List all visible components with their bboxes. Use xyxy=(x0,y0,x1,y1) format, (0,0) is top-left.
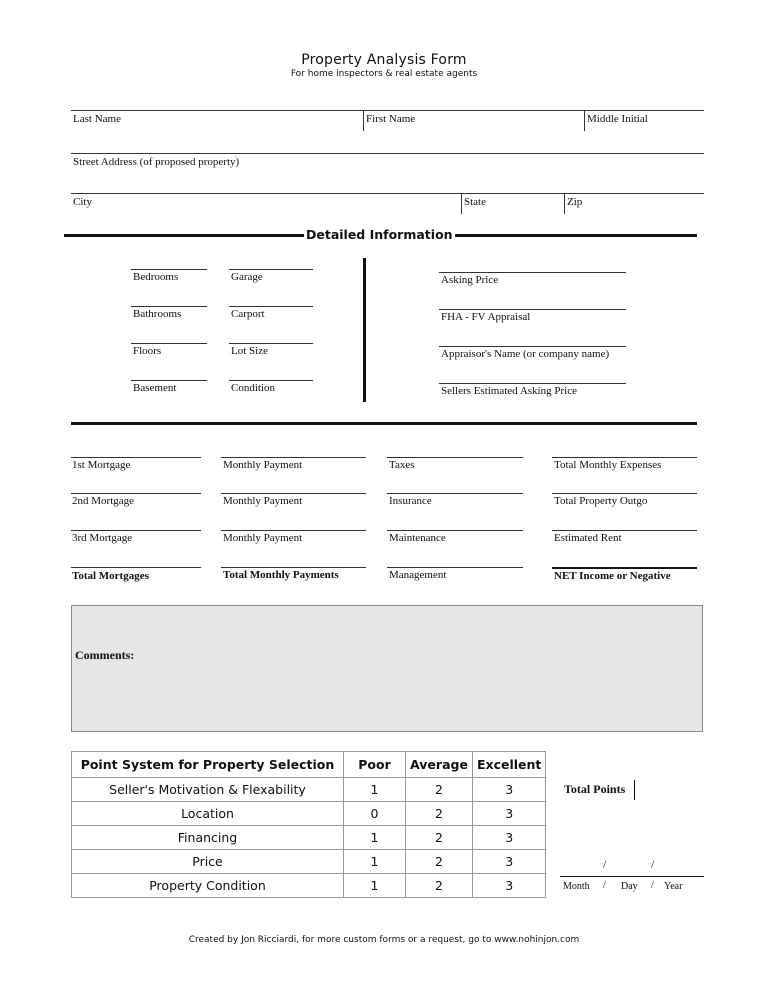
form-subtitle: For home inspectors & real estate agents xyxy=(290,69,478,79)
maintenance-field[interactable]: Maintenance xyxy=(389,532,446,544)
first-mortgage-field[interactable]: 1st Mortgage xyxy=(72,459,131,471)
management-line xyxy=(387,567,523,568)
comments-box[interactable] xyxy=(71,605,703,732)
fha-appraisal-field[interactable]: FHA - FV Appraisal xyxy=(441,311,531,323)
mortgage2-line xyxy=(71,493,201,494)
row-label: Price xyxy=(72,850,344,874)
carport-field[interactable]: Carport xyxy=(231,308,265,320)
date-slash-1: / xyxy=(603,857,607,871)
payment2-line xyxy=(221,493,366,494)
name-divider-1 xyxy=(363,110,364,131)
bedrooms-line xyxy=(131,269,207,270)
total-monthly-expenses-field[interactable]: Total Monthly Expenses xyxy=(554,459,662,471)
monthly-payment-3-field[interactable]: Monthly Payment xyxy=(223,532,303,544)
condition-field[interactable]: Condition xyxy=(231,382,276,394)
bathrooms-field[interactable]: Bathrooms xyxy=(133,308,182,320)
taxes-line xyxy=(387,457,523,458)
net-income-line xyxy=(552,567,697,569)
total-points-input-marker[interactable] xyxy=(634,780,635,800)
total-monthly-payments-field[interactable]: Total Monthly Payments xyxy=(223,569,339,581)
table-row xyxy=(72,802,546,826)
asking-price-field[interactable]: Asking Price xyxy=(441,274,499,286)
basement-field[interactable]: Basement xyxy=(133,382,177,394)
excellent-score[interactable]: 3 xyxy=(473,850,546,874)
estimated-rent-line xyxy=(552,530,697,531)
poor-score[interactable]: 1 xyxy=(344,850,406,874)
fha-appraisal-line xyxy=(439,309,626,310)
payment3-line xyxy=(221,530,366,531)
poor-score[interactable]: 1 xyxy=(344,874,406,898)
sellers-estimate-line xyxy=(439,383,626,384)
lot-size-line xyxy=(229,343,313,344)
total-expenses-line xyxy=(552,457,697,458)
name-divider-2 xyxy=(584,110,585,131)
taxes-field[interactable]: Taxes xyxy=(389,459,415,471)
table-header-poor: Poor xyxy=(344,752,406,778)
third-mortgage-field[interactable]: 3rd Mortgage xyxy=(72,532,133,544)
insurance-line xyxy=(387,493,523,494)
mortgage1-line xyxy=(71,457,201,458)
detail-vertical-divider xyxy=(363,258,366,402)
city-divider-2 xyxy=(564,193,565,214)
row-label: Location xyxy=(72,802,344,826)
zip-field[interactable]: Zip xyxy=(567,196,583,208)
month-label: Month xyxy=(563,881,590,892)
table-header-row xyxy=(72,752,546,778)
maintenance-line xyxy=(387,530,523,531)
bedrooms-field[interactable]: Bedrooms xyxy=(133,271,179,283)
detailed-info-title: Detailed Information xyxy=(306,227,453,242)
appraisor-name-field[interactable]: Appraisor's Name (or company name) xyxy=(441,348,610,360)
city-row-line xyxy=(71,193,704,194)
year-label: Year xyxy=(664,881,683,892)
row-label: Seller's Motivation & Flexability xyxy=(72,778,344,802)
point-system-table xyxy=(71,751,546,898)
estimated-rent-field[interactable]: Estimated Rent xyxy=(554,532,622,544)
excellent-score[interactable]: 3 xyxy=(473,802,546,826)
floors-line xyxy=(131,343,207,344)
first-name-field[interactable]: First Name xyxy=(366,113,416,125)
date-label-slash-2: / xyxy=(651,880,654,891)
poor-score[interactable]: 1 xyxy=(344,778,406,802)
street-address-field[interactable]: Street Address (of proposed property) xyxy=(73,156,240,168)
state-field[interactable]: State xyxy=(464,196,486,208)
payment1-line xyxy=(221,457,366,458)
condition-line xyxy=(229,380,313,381)
sellers-estimate-field[interactable]: Sellers Estimated Asking Price xyxy=(441,385,577,397)
table-row xyxy=(72,826,546,850)
mortgage3-line xyxy=(71,530,201,531)
date-slash-2: / xyxy=(651,857,655,871)
row-label: Property Condition xyxy=(72,874,344,898)
average-score[interactable]: 2 xyxy=(406,778,473,802)
date-line[interactable] xyxy=(560,876,704,877)
address-row-line xyxy=(71,153,704,154)
management-field[interactable]: Management xyxy=(389,569,447,581)
middle-initial-field[interactable]: Middle Initial xyxy=(587,113,648,125)
garage-line xyxy=(229,269,313,270)
finance-section-rule xyxy=(71,422,697,425)
basement-line xyxy=(131,380,207,381)
day-label: Day xyxy=(621,881,638,892)
monthly-payment-1-field[interactable]: Monthly Payment xyxy=(223,459,303,471)
table-row xyxy=(72,850,546,874)
bathrooms-line xyxy=(131,306,207,307)
excellent-score[interactable]: 3 xyxy=(473,826,546,850)
monthly-payment-2-field[interactable]: Monthly Payment xyxy=(223,495,303,507)
table-header-excellent: Excellent xyxy=(473,752,546,778)
excellent-score[interactable]: 3 xyxy=(473,874,546,898)
average-score[interactable]: 2 xyxy=(406,874,473,898)
footer-credit: Created by Jon Ricciardi, for more custom forms or a request, go to www.nohinjon.com xyxy=(188,935,580,945)
total-property-outgo-field[interactable]: Total Property Outgo xyxy=(554,495,648,507)
excellent-score[interactable]: 3 xyxy=(473,778,546,802)
row-label: Financing xyxy=(72,826,344,850)
garage-field[interactable]: Garage xyxy=(231,271,263,283)
total-mortgages-field[interactable]: Total Mortgages xyxy=(72,570,149,582)
total-mortgages-line xyxy=(71,567,201,568)
average-score[interactable]: 2 xyxy=(406,826,473,850)
second-mortgage-field[interactable]: 2nd Mortgage xyxy=(72,495,135,507)
poor-score[interactable]: 1 xyxy=(344,826,406,850)
city-field[interactable]: City xyxy=(73,196,92,208)
average-score[interactable]: 2 xyxy=(406,850,473,874)
average-score[interactable]: 2 xyxy=(406,802,473,826)
date-label-slash-1: / xyxy=(603,880,606,891)
table-header-category: Point System for Property Selection xyxy=(72,752,344,778)
asking-price-line xyxy=(439,272,626,273)
property-outgo-line xyxy=(552,493,697,494)
table-row xyxy=(72,874,546,898)
form-title: Property Analysis Form xyxy=(301,52,467,68)
table-row xyxy=(72,778,546,802)
comments-label: Comments: xyxy=(75,648,135,662)
city-divider-1 xyxy=(461,193,462,214)
table-header-average: Average xyxy=(406,752,473,778)
total-points-label: Total Points xyxy=(564,782,626,796)
total-payments-line xyxy=(221,567,366,568)
carport-line xyxy=(229,306,313,307)
last-name-field[interactable]: Last Name xyxy=(73,113,121,125)
insurance-field[interactable]: Insurance xyxy=(389,495,432,507)
floors-field[interactable]: Floors xyxy=(133,345,162,357)
net-income-field[interactable]: NET Income or Negative xyxy=(554,570,671,582)
name-row-line xyxy=(71,110,704,111)
appraisor-line xyxy=(439,346,626,347)
lot-size-field[interactable]: Lot Size xyxy=(231,345,268,357)
poor-score[interactable]: 0 xyxy=(344,802,406,826)
